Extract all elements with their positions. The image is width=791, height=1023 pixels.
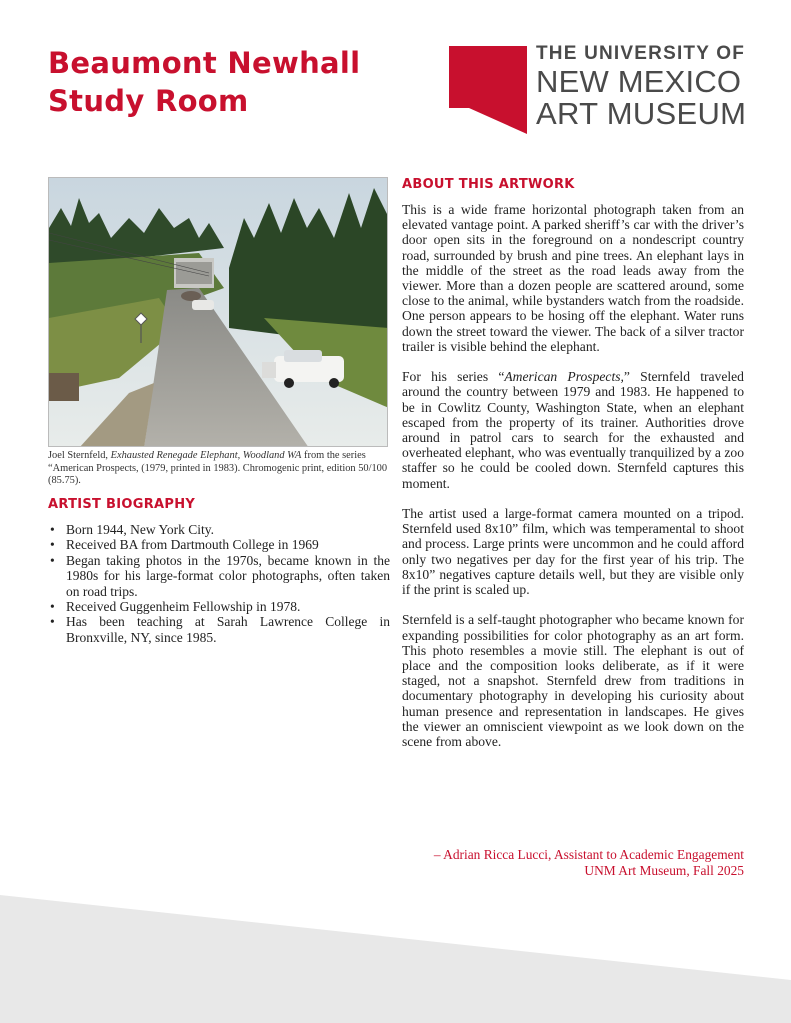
artwork-caption (48, 450, 390, 488)
biography-heading: ARTIST BIOGRAPHY (48, 497, 196, 512)
caption-details: from the series “American Prospects, (1979, printed in 1983). Chromogenic print, edition 50/100 (85.75). (48, 450, 388, 486)
biography-item: • Has been teaching at Sarah Lawrence College in Bronxville, NY, since 1985. (48, 614, 390, 645)
logo-mark-icon (449, 46, 527, 134)
page-title-line-2: Study Room (48, 84, 249, 118)
signoff-institution: UNM Art Museum, Fall 2025 (584, 862, 744, 878)
unm-art-museum-logo (449, 40, 749, 135)
about-article (402, 202, 744, 764)
series-title: American Prospects, (504, 369, 624, 385)
logo-line-2: NEW MEXICO (536, 64, 742, 99)
p2-lead: For his series “ (402, 369, 505, 385)
biography-item: • Received BA from Dartmouth College in 1969 (48, 537, 390, 552)
p2-body: ” Sternfeld traveled around the country between 1979 and 1983. He happened to be in Cowlitz County, Washington State, when an elephant escaped from the property of its trainer. Authorities drove around in patrol cars to search for the exhausted and overheated elephant, who was eventually tranquilized by a zoo staffer so he could be cooled down. Sternfeld captures this moment. (402, 369, 744, 491)
signoff-author: – Adrian Ricca Lucci, Assistant to Academic Engagement (433, 847, 744, 862)
biography-item: • Began taking photos in the 1970s, became known in the 1980s for his large-format color photographs, often taken on road trips. (48, 553, 390, 599)
biography-item: • Born 1944, New York City. (48, 522, 390, 537)
about-heading: ABOUT THIS ARTWORK (402, 177, 575, 192)
artwork-photo-image (49, 178, 388, 447)
about-paragraph-2 (402, 369, 744, 491)
footer-band (0, 885, 791, 1023)
page-title-line-1: Beaumont Newhall (48, 46, 361, 80)
page-title (48, 44, 360, 120)
artwork-photo (48, 177, 388, 447)
author-signoff (402, 847, 744, 878)
logo-wordmark (536, 40, 746, 130)
about-paragraph-1: This is a wide frame horizontal photograph taken from an elevated vantage point. A parked sheriff’s car with the driver’s door open sits in the foreground on a nondescript country road, surrounded by brush and pine trees. An elephant lays in the middle of the street as the road leads away from the viewer. More than a dozen people are scattered around, some close to the animal, while bystanders watch from the roadside. One person appears to be hosing off the elephant. Water runs down the street toward the viewer. The back of a silver tractor trailer is visible behind the elephant. (402, 202, 744, 354)
about-paragraph-4: Sternfeld is a self-taught photographer who became known for expanding possibilities for color photography as an art form. This photo resembles a movie still. The elephant is out of place and the composition looks deliberate, as if it were staged, not a snapshot. Sternfeld drew from traditions in documentary photography in developing his curiosity about human presence and representation in landscapes. He gives the viewer an omniscient viewpoint as we look down on the scene from above. (402, 612, 744, 750)
logo-line-1: THE UNIVERSITY OF (536, 43, 746, 64)
biography-list (48, 522, 390, 645)
biography-item: • Received Guggenheim Fellowship in 1978. (48, 599, 390, 614)
about-paragraph-3: The artist used a large-format camera mounted on a tripod. Sternfeld used 8x10” film, which was temperamental to shoot and process. Large prints were uncommon and he could afford only two negatives per day for the first year of his trip. The 8x10” negatives capture details well, but they are visible only if the print is scaled up. (402, 506, 744, 598)
logo-line-3: ART MUSEUM (536, 96, 747, 131)
caption-title: Exhausted Renegade Elephant, Woodland WA (110, 450, 302, 461)
caption-artist: Joel Sternfeld, (48, 450, 111, 461)
